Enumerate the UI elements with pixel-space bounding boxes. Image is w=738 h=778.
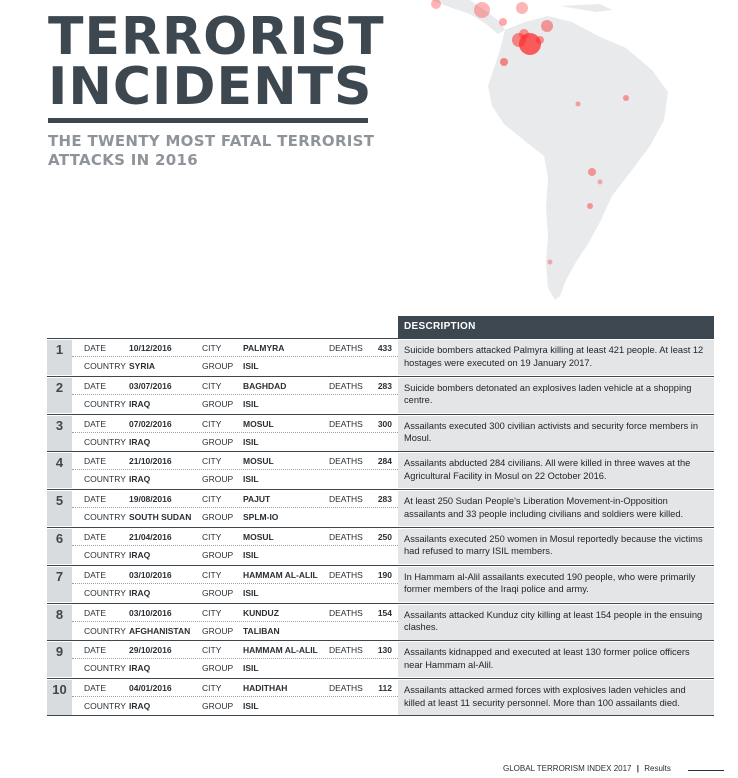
row-line-2 — [72, 659, 398, 677]
group-value: ISIL — [243, 587, 259, 598]
deaths-value: 433 — [377, 343, 392, 353]
rank-number: 8 — [47, 605, 72, 640]
country-label: COUNTRY — [84, 398, 126, 409]
date-label: DATE — [84, 607, 107, 618]
date-value: 03/10/2016 — [129, 569, 172, 580]
city-label: CITY — [202, 645, 222, 656]
city-label: CITY — [202, 569, 222, 580]
date-value: 19/08/2016 — [129, 494, 172, 505]
group-value: ISIL — [243, 549, 259, 560]
deaths-label: DEATHS — [329, 645, 363, 656]
row-line-1 — [72, 415, 398, 433]
group-label: GROUP — [202, 587, 234, 598]
row-line-1 — [72, 679, 398, 697]
date-label: DATE — [84, 380, 107, 391]
city-value: HAMMAM AL-ALIL — [243, 645, 318, 656]
deaths-value: 300 — [377, 418, 392, 429]
country-label: COUNTRY — [84, 549, 126, 560]
group-label: GROUP — [202, 549, 234, 560]
group-label: GROUP — [202, 625, 234, 636]
deaths-value: 154 — [377, 607, 392, 618]
group-value: ISIL — [243, 436, 259, 447]
row-line-1 — [72, 528, 398, 546]
country-label: COUNTRY — [84, 474, 126, 485]
country-value: SYRIA — [129, 361, 155, 371]
country-value: SOUTH SUDAN — [129, 512, 192, 523]
table-row — [47, 678, 714, 716]
incidents-rows — [47, 338, 714, 716]
group-value: ISIL — [243, 361, 259, 371]
row-description: Assailants attacked armed forces with explosives laden vehicles and killed at least 11 security personnel. More than 100 assailants died. — [398, 680, 714, 715]
row-line-2 — [72, 433, 398, 451]
country-value: IRAQ — [129, 701, 151, 712]
row-line-2 — [72, 395, 398, 413]
date-value: 21/04/2016 — [129, 531, 172, 542]
deaths-value: 284 — [377, 456, 392, 467]
table-row — [47, 603, 714, 641]
row-description: In Hammam al-Alil assailants executed 190 people, who were primarily former members of the Iraqi police and army. — [398, 567, 714, 602]
date-label: DATE — [84, 494, 107, 505]
group-value: ISIL — [243, 663, 259, 674]
group-value: ISIL — [243, 474, 259, 485]
country-label: COUNTRY — [84, 512, 126, 523]
deaths-label: DEATHS — [329, 343, 363, 353]
country-label: COUNTRY — [84, 663, 126, 674]
city-value: MOSUL — [243, 531, 274, 542]
deaths-label: DEATHS — [329, 456, 363, 467]
table-row — [47, 414, 714, 452]
city-value: MOSUL — [243, 418, 274, 429]
deaths-label: DEATHS — [329, 380, 363, 391]
row-line-2 — [72, 546, 398, 564]
date-label: DATE — [84, 569, 107, 580]
row-line-1 — [72, 377, 398, 395]
row-line-1 — [72, 566, 398, 584]
date-value: 03/10/2016 — [129, 607, 172, 618]
city-value: PALMYRA — [243, 343, 285, 353]
row-description: At least 250 Sudan People's Liberation Movement-in-Opposition assailants and 33 people including civilians and soldiers were killed. — [398, 491, 714, 526]
row-line-1 — [72, 604, 398, 622]
group-label: GROUP — [202, 701, 234, 712]
country-value: IRAQ — [129, 663, 151, 674]
rank-number: 7 — [47, 567, 72, 602]
city-label: CITY — [202, 456, 222, 467]
row-line-2 — [72, 584, 398, 602]
date-label: DATE — [84, 456, 107, 467]
south-america-land — [488, 16, 668, 300]
country-label: COUNTRY — [84, 587, 126, 598]
rank-number: 1 — [47, 340, 72, 375]
group-label: GROUP — [202, 436, 234, 447]
page-footer — [503, 764, 671, 773]
country-value: IRAQ — [129, 587, 151, 598]
row-line-1 — [72, 490, 398, 508]
row-line-1 — [72, 452, 398, 470]
date-label: DATE — [84, 683, 107, 694]
country-value: IRAQ — [129, 549, 151, 560]
table-row — [47, 489, 714, 527]
row-line-2 — [72, 470, 398, 488]
country-value: IRAQ — [129, 398, 151, 409]
date-label: DATE — [84, 531, 107, 542]
group-value: ISIL — [243, 701, 259, 712]
deaths-label: DEATHS — [329, 569, 363, 580]
row-line-1 — [72, 641, 398, 659]
description-header: DESCRIPTION — [398, 316, 714, 338]
date-value: 07/02/2016 — [129, 418, 172, 429]
deaths-label: DEATHS — [329, 531, 363, 542]
group-label: GROUP — [202, 474, 234, 485]
date-value: 29/10/2016 — [129, 645, 172, 656]
country-label: COUNTRY — [84, 436, 126, 447]
row-line-2 — [72, 622, 398, 640]
deaths-value: 250 — [377, 531, 392, 542]
city-label: CITY — [202, 343, 222, 353]
row-line-2 — [72, 357, 398, 375]
group-label: GROUP — [202, 663, 234, 674]
country-value: AFGHANISTAN — [129, 625, 191, 636]
deaths-label: DEATHS — [329, 683, 363, 694]
title-underline — [48, 118, 368, 123]
row-line-2 — [72, 508, 398, 526]
rank-number: 5 — [47, 491, 72, 526]
country-value: IRAQ — [129, 436, 151, 447]
country-label: COUNTRY — [84, 361, 126, 371]
footer-separator: | — [636, 764, 639, 773]
row-description: Assailants kidnapped and executed at least 130 former police officers near Hammam al-Alil. — [398, 642, 714, 677]
deaths-value: 112 — [378, 683, 392, 694]
footer-publication: GLOBAL TERRORISM INDEX 2017 — [503, 764, 632, 773]
city-label: CITY — [202, 418, 222, 429]
city-value: PAJUT — [243, 494, 271, 505]
city-value: BAGHDAD — [243, 380, 287, 391]
row-line-2 — [72, 697, 398, 715]
table-row — [47, 338, 714, 376]
rank-number: 4 — [47, 453, 72, 488]
city-label: CITY — [202, 380, 222, 391]
title-line-2: INCIDENTS — [48, 57, 373, 117]
city-label: CITY — [202, 683, 222, 694]
page-subtitle: THE TWENTY MOST FATAL TERRORIST ATTACKS IN 2016 — [48, 132, 375, 169]
footer-section: Results — [644, 764, 671, 773]
date-label: DATE — [84, 418, 107, 429]
deaths-label: DEATHS — [329, 607, 363, 618]
city-value: HADITHAH — [243, 683, 288, 694]
deaths-value: 190 — [377, 569, 392, 580]
group-label: GROUP — [202, 398, 234, 409]
rank-number: 2 — [47, 378, 72, 413]
row-description: Assailants executed 250 women in Mosul reportedly because the victims had refused to marry ISIL members. — [398, 529, 714, 564]
group-value: TALIBAN — [243, 625, 280, 636]
rank-number: 3 — [47, 416, 72, 451]
date-value: 04/01/2016 — [129, 683, 172, 694]
central-america-land — [430, 0, 505, 34]
row-description: Assailants abducted 284 civilians. All were killed in three waves at the Agricultural Facility in Mosul on 22 October 2016. — [398, 453, 714, 488]
deaths-label: DEATHS — [329, 418, 363, 429]
page-title — [48, 7, 385, 117]
city-value: MOSUL — [243, 456, 274, 467]
country-value: IRAQ — [129, 474, 151, 485]
rank-number: 6 — [47, 529, 72, 564]
deaths-value: 283 — [377, 380, 392, 391]
date-label: DATE — [84, 343, 107, 353]
group-label: GROUP — [202, 512, 234, 523]
rank-number: 10 — [47, 680, 72, 715]
city-label: CITY — [202, 531, 222, 542]
country-label: COUNTRY — [84, 625, 126, 636]
title-line-1: TERRORIST — [48, 7, 385, 67]
city-label: CITY — [202, 607, 222, 618]
deaths-value: 283 — [377, 494, 392, 505]
table-row — [47, 451, 714, 489]
table-row — [47, 640, 714, 678]
deaths-label: DEATHS — [329, 494, 363, 505]
row-description: Assailants attacked Kunduz city killing at least 154 people in the ensuing clashes. — [398, 605, 714, 640]
date-value: 21/10/2016 — [129, 456, 172, 467]
group-value: ISIL — [243, 398, 259, 409]
rank-number: 9 — [47, 642, 72, 677]
country-label: COUNTRY — [84, 701, 126, 712]
table-row — [47, 376, 714, 414]
date-value: 03/07/2016 — [129, 380, 172, 391]
group-value: SPLM-IO — [243, 512, 279, 523]
table-row — [47, 527, 714, 565]
city-value: KUNDUZ — [243, 607, 279, 618]
row-line-1 — [72, 339, 398, 357]
city-value: HAMMAM AL-ALIL — [243, 569, 318, 580]
footer-rule — [688, 770, 724, 771]
deaths-value: 130 — [377, 645, 392, 656]
row-description: Assailants executed 300 civilian activists and security force members in Mosul. — [398, 416, 714, 451]
group-label: GROUP — [202, 361, 234, 371]
date-value: 10/12/2016 — [129, 343, 172, 353]
row-description: Suicide bombers attacked Palmyra killing at least 421 people. At least 12 hostages were executed on 19 January 2017. — [398, 340, 714, 375]
city-label: CITY — [202, 494, 222, 505]
table-row — [47, 565, 714, 603]
date-label: DATE — [84, 645, 107, 656]
row-description: Suicide bombers detonated an explosives laden vehicle at a shopping centre. — [398, 378, 714, 413]
caribbean-land — [560, 4, 612, 12]
